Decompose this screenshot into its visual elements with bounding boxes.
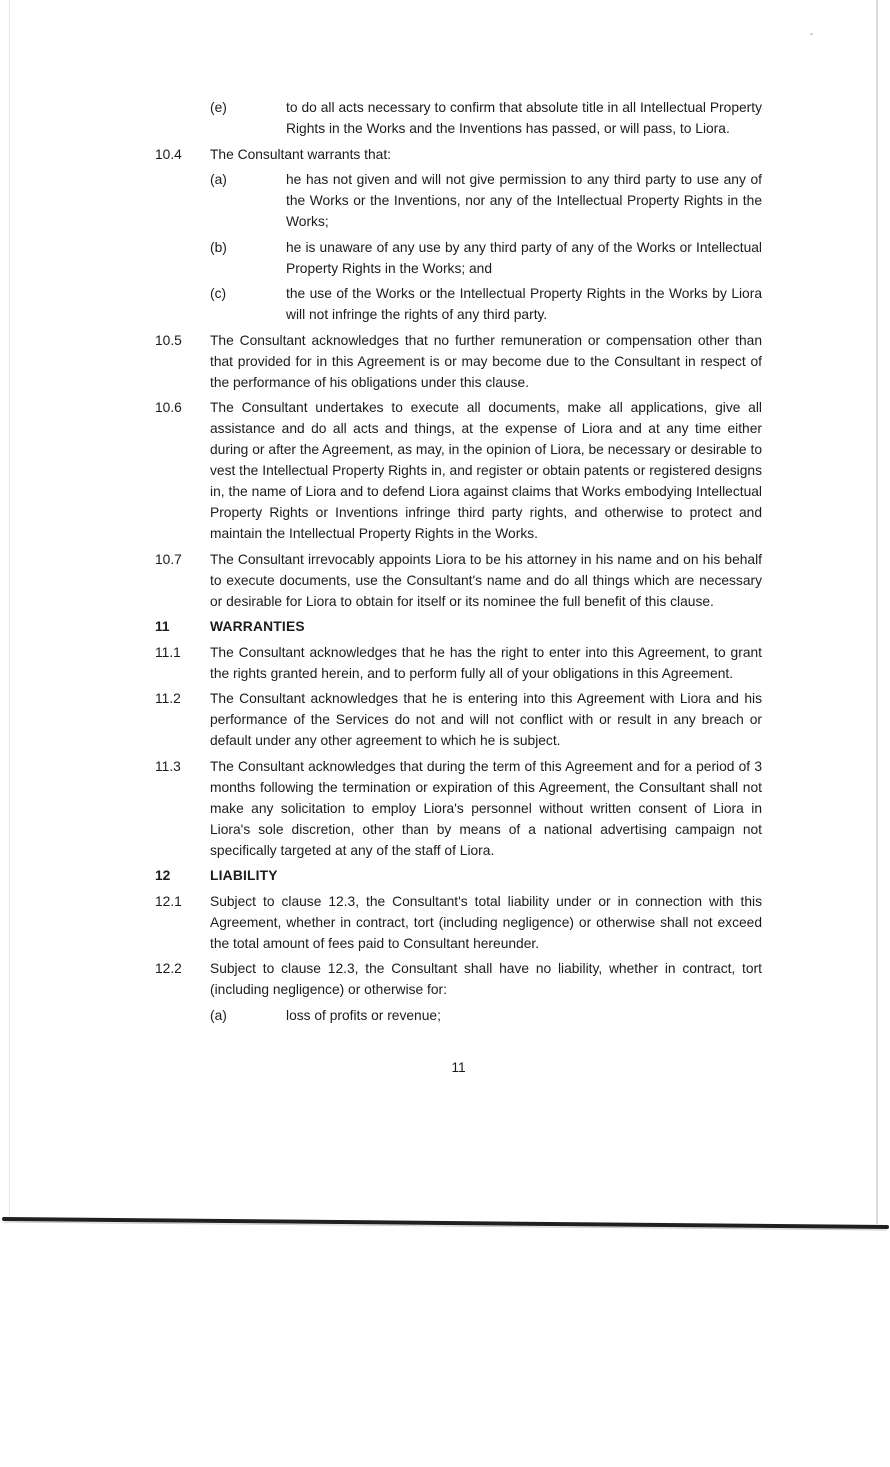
clause-number: 11.1 — [155, 644, 181, 660]
subclause-b-3 — [210, 237, 762, 279]
clause-10.7 — [155, 549, 762, 612]
clause-text: Subject to clause 12.3, the Consultant shall have no liability, whether in contract, tort (including negligence) or otherwise for: — [210, 961, 762, 997]
subclause-text: he is unaware of any use by any third party of any of the Works or Intellectual Property Rights in the Works; and — [286, 239, 762, 276]
page-bottom-edge — [0, 1206, 890, 1234]
clause-11.1 — [155, 642, 762, 684]
subclause-text: the use of the Works or the Intellectual Property Rights in the Works by Liora will not infringe the rights of any third party. — [286, 286, 762, 322]
section-heading-text: LIABILITY — [210, 868, 278, 883]
clause-number: 10.5 — [155, 332, 182, 348]
clause-text: The Consultant acknowledges that he is entering into this Agreement with Liora and his performance of the Services do not and will not conflict with or result in any breach or default under any other agreement to which he is subject. — [210, 691, 762, 748]
subclause-label: (e) — [210, 100, 227, 115]
clause-number: 12.1 — [155, 893, 182, 909]
clause-11.3 — [155, 756, 762, 861]
subclause-c-4 — [210, 283, 762, 325]
clause-number: 10.6 — [155, 400, 182, 415]
subclause-label: (b) — [210, 239, 227, 255]
subclause-text: loss of profits or revenue; — [286, 1007, 441, 1023]
clause-text: The Consultant acknowledges that no further remuneration or compensation other than that provided for in this Agreement is or may become due to the Consultant in respect of the performance of his obligations under this clause. — [210, 332, 762, 390]
clause-number: 11.2 — [155, 691, 181, 706]
section-heading-11 — [155, 616, 762, 637]
subclause-label: (a) — [210, 172, 227, 187]
subclause-text: to do all acts necessary to confirm that absolute title in all Intellectual Property Rights in the Works and the Inventions has passed, or will pass, to Liora. — [286, 100, 762, 136]
clause-12.2 — [155, 958, 762, 1000]
clause-10.4 — [155, 144, 762, 165]
clause-number: 10.4 — [155, 146, 182, 162]
clause-11.2 — [155, 688, 762, 751]
document-content — [155, 97, 762, 1030]
subclause-text: he has not given and will not give permission to any third party to use any of the Works or the Inventions, nor any of the Intellectual Property Rights in the Works; — [286, 172, 762, 229]
page-number: 11 — [451, 1060, 466, 1075]
clause-number: 12 — [155, 868, 171, 883]
subclause-a-2 — [210, 169, 762, 232]
clause-text: Subject to clause 12.3, the Consultant's total liability under or in connection with this Agreement, whether in contract, tort (including negligence) or otherwise shall not exceed the total amount of fees paid to Consultant hereunder. — [210, 893, 762, 951]
clause-text: The Consultant acknowledges that he has the right to enter into this Agreement, to grant the rights granted herein, and to perform fully all of your obligations in this Agreement. — [210, 644, 762, 681]
page-right-edge — [876, 0, 878, 1224]
section-heading-12 — [155, 865, 762, 886]
subclause-a-15 — [210, 1005, 762, 1026]
scan-speck — [810, 33, 813, 35]
subclause-label: (a) — [210, 1007, 227, 1023]
clause-text: The Consultant acknowledges that during the term of this Agreement and for a period of 3 months following the termination or expiration of this Agreement, the Consultant shall not make any solicitation to employ Liora's personnel without written consent of Liora in Liora's sole discretion, other than by means of a national advertising campaign not specifically targeted at any of the staff of Liora. — [210, 758, 762, 858]
clause-text: The Consultant warrants that: — [210, 146, 391, 162]
clause-number: 11 — [155, 619, 170, 634]
clause-text: The Consultant undertakes to execute all documents, make all applications, give all assistance and do all acts and things, at the expense of Liora and at any time either during or after the Agreement, as may, in the opinion of Liora, be necessary or desirable to vest the Intellectual Property Rights in, and register or obtain patents or registered designs in, the name of Liora and to defend Liora against claims that Works embodying Intellectual Property Rights or Inventions infringe third party rights, and otherwise to protect and maintain the Intellectual Property Rights in the Works. — [210, 400, 762, 541]
subclause-e-0 — [210, 97, 762, 139]
clause-text: The Consultant irrevocably appoints Liora to be his attorney in his name and on his behalf to execute documents, use the Consultant's name and do all things which are necessary or desirable for Liora to obtain for itself or its nominee the full benefit of this clause. — [210, 551, 762, 609]
clause-number: 10.7 — [155, 551, 182, 567]
clause-10.5 — [155, 330, 762, 393]
page-left-edge — [9, 0, 10, 1219]
clause-number: 12.2 — [155, 961, 182, 976]
clause-10.6 — [155, 397, 762, 544]
subclause-label: (c) — [210, 286, 227, 301]
clause-number: 11.3 — [155, 758, 181, 774]
section-heading-text: WARRANTIES — [210, 619, 305, 634]
clause-12.1 — [155, 891, 762, 954]
